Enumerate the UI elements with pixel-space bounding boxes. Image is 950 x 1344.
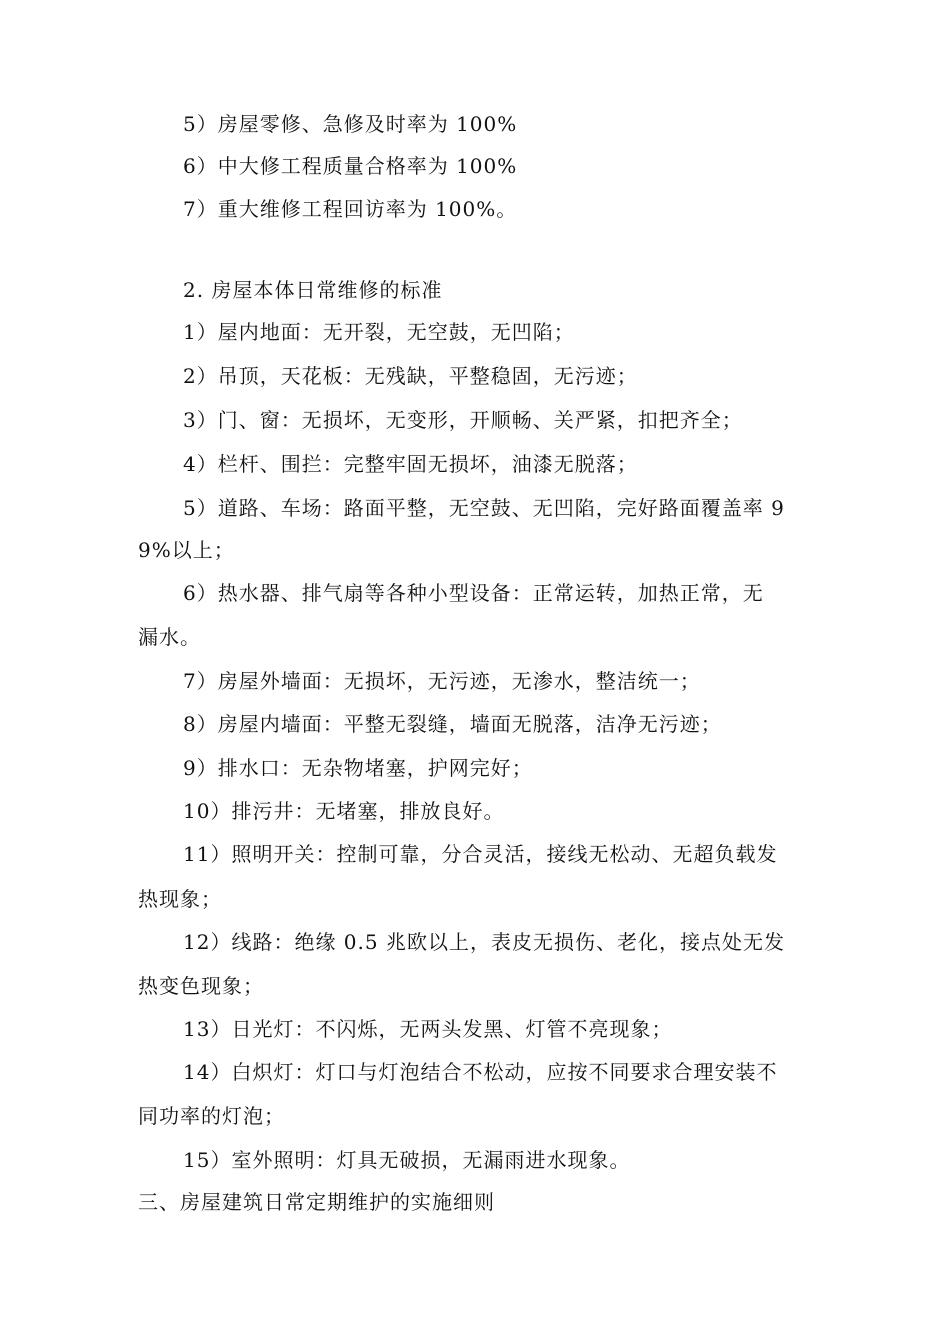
list-item: 10）排污井：无堵塞，排放良好。 xyxy=(183,799,505,823)
section-heading: 2. 房屋本体日常维修的标准 xyxy=(183,278,443,302)
list-item: 13）日光灯：不闪烁，无两头发黑、灯管不亮现象； xyxy=(183,1017,673,1041)
list-item: 4）栏杆、围拦：完整牢固无损坏，油漆无脱落； xyxy=(183,452,638,476)
list-item: 12）线路：绝缘 0.5 兆欧以上，表皮无损伤、老化，接点处无发 xyxy=(183,930,785,954)
list-item: 5）道路、车场：路面平整，无空鼓、无凹陷，完好路面覆盖率 9 xyxy=(183,496,785,520)
list-item: 7）重大维修工程回访率为 100%。 xyxy=(183,197,518,221)
list-item: 6）热水器、排气扇等各种小型设备：正常运转，加热正常，无 xyxy=(183,581,764,605)
list-item: 5）房屋零修、急修及时率为 100% xyxy=(183,112,518,136)
section-heading: 三、房屋建筑日常定期维护的实施细则 xyxy=(138,1190,495,1214)
list-item-continuation: 同功率的灯泡； xyxy=(138,1104,285,1128)
list-item: 2）吊顶，天花板：无残缺，平整稳固，无污迹； xyxy=(183,364,638,388)
list-item-continuation: 9%以上； xyxy=(138,538,235,562)
list-item-continuation: 热现象； xyxy=(138,887,222,911)
list-item: 7）房屋外墙面：无损坏，无污迹，无渗水，整洁统一； xyxy=(183,669,701,693)
list-item: 11）照明开关：控制可靠，分合灵活，接线无松动、无超负载发 xyxy=(183,842,778,866)
list-item: 15）室外照明：灯具无破损，无漏雨进水现象。 xyxy=(183,1148,631,1172)
list-item-continuation: 漏水。 xyxy=(138,625,201,649)
list-item: 1）屋内地面：无开裂，无空鼓，无凹陷； xyxy=(183,320,575,344)
list-item: 8）房屋内墙面：平整无裂缝，墙面无脱落，洁净无污迹； xyxy=(183,712,722,736)
list-item: 14）白炽灯：灯口与灯泡结合不松动，应按不同要求合理安装不 xyxy=(183,1060,778,1084)
list-item: 3）门、窗：无损坏，无变形，开顺畅、关严紧，扣把齐全； xyxy=(183,408,743,432)
list-item-continuation: 热变色现象； xyxy=(138,974,264,998)
list-item: 6）中大修工程质量合格率为 100% xyxy=(183,154,518,178)
list-item: 9）排水口：无杂物堵塞，护网完好； xyxy=(183,756,533,780)
